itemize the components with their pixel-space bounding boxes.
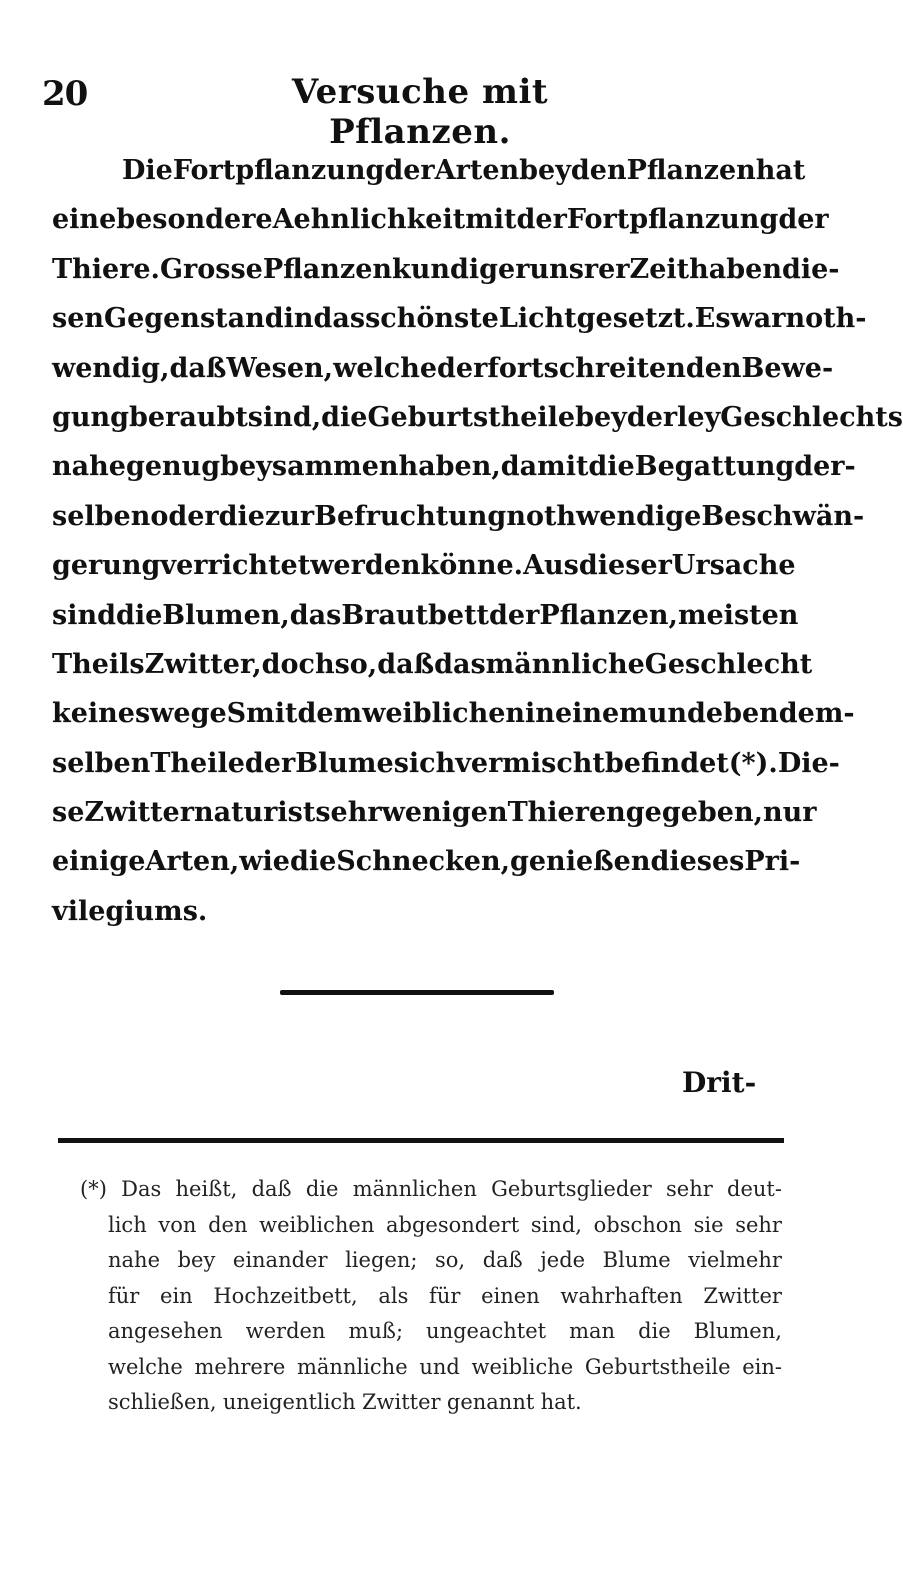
word: wahrhaften — [560, 1283, 683, 1308]
word: muß; — [348, 1319, 404, 1343]
word: als — [378, 1283, 409, 1308]
section-divider — [280, 990, 554, 995]
word: heißt, — [175, 1177, 238, 1201]
word: die — [638, 1319, 671, 1343]
running-head: Versuche mit Pflanzen. — [291, 72, 549, 152]
text-line — [52, 640, 813, 689]
word: bey — [177, 1248, 216, 1272]
text-line — [52, 887, 782, 936]
footnote-line — [80, 1385, 782, 1421]
word: mit — [246, 698, 298, 730]
word: die — [115, 599, 163, 631]
word: und — [419, 1354, 460, 1379]
word: Geschlecht — [644, 648, 813, 680]
footnote-rule — [58, 1138, 784, 1143]
word: beraubt — [129, 401, 248, 433]
word: Schnecken, — [336, 846, 510, 878]
word: zur — [264, 500, 315, 532]
word: die — [218, 500, 265, 532]
word: unsrer — [529, 253, 630, 285]
word: Pflanzenkundiger — [262, 253, 530, 285]
word: männlichen — [352, 1177, 477, 1201]
word: vielmehr — [688, 1248, 782, 1272]
word: Blumen, — [162, 599, 290, 631]
word: Brautbett — [341, 599, 490, 631]
text-line — [52, 294, 867, 343]
word: Grosse — [159, 253, 263, 285]
word: Zeit — [629, 253, 690, 285]
word: welche — [108, 1354, 183, 1379]
catchword: Drit- — [682, 1066, 757, 1099]
word: ein- — [742, 1354, 782, 1379]
footnote-block — [80, 1172, 782, 1421]
text-line — [52, 442, 856, 491]
word: sehr — [315, 797, 382, 829]
word: weiblichen — [362, 698, 526, 730]
word: einander — [232, 1248, 328, 1272]
word: genug — [125, 451, 221, 483]
word: keineswegeS — [52, 698, 247, 730]
word: bey — [519, 155, 571, 186]
word: sehr — [665, 1177, 713, 1201]
word: die — [289, 846, 337, 878]
word: daß — [251, 1177, 292, 1201]
word: die — [588, 451, 635, 483]
word: und — [647, 698, 706, 730]
word: war — [730, 303, 786, 335]
word: ist — [277, 797, 316, 829]
word: haben, — [398, 451, 501, 483]
word: daß — [169, 352, 227, 384]
word: jede — [540, 1248, 586, 1272]
text-line — [52, 541, 796, 590]
word: daß — [377, 648, 435, 680]
word: sie — [693, 1212, 724, 1237]
word: Begattung — [634, 451, 795, 483]
word: nahe — [108, 1248, 160, 1272]
word: welche — [333, 352, 438, 384]
word: Blume — [295, 747, 394, 779]
word: sich — [393, 747, 456, 779]
word: Aehnlichkeit — [272, 204, 466, 236]
word: lich — [108, 1212, 147, 1237]
word: Theils — [52, 648, 145, 680]
word: Zwitter — [703, 1283, 782, 1308]
word: angesehen — [108, 1319, 223, 1343]
footnote-line — [80, 1243, 782, 1279]
word: in — [525, 698, 555, 730]
word: selben — [52, 500, 151, 532]
word: sind, — [247, 401, 322, 433]
word: so, — [435, 1248, 466, 1272]
word: liegen; — [345, 1248, 418, 1272]
word: Hochzeitbett, — [213, 1283, 358, 1308]
word: Das — [121, 1177, 162, 1201]
word: einem — [554, 698, 648, 730]
word: ein — [160, 1283, 193, 1308]
word: Licht — [498, 303, 577, 335]
word: die — [305, 1177, 339, 1201]
footnote-line — [80, 1279, 782, 1315]
word: eben — [705, 698, 779, 730]
footnote-line — [80, 1172, 782, 1208]
word: den — [208, 1212, 248, 1237]
word: genießen — [510, 846, 651, 878]
word: abgesondert — [386, 1212, 520, 1237]
word: Zwitter — [361, 1390, 441, 1414]
word: sind — [52, 599, 116, 631]
word: Theile — [150, 747, 245, 779]
word: mehrere — [194, 1354, 286, 1379]
word: Fortpflanzung — [172, 155, 385, 186]
word: der- — [794, 451, 856, 483]
word: sind, — [530, 1212, 582, 1237]
footnote-line — [80, 1208, 782, 1244]
word: männliche — [297, 1354, 408, 1379]
word: so, — [334, 648, 378, 680]
word: gerung — [52, 550, 161, 582]
word: der — [778, 204, 829, 236]
word: werden — [245, 1319, 326, 1343]
word: Blumen, — [693, 1319, 782, 1343]
word: dem — [297, 698, 363, 730]
word: doch — [261, 648, 335, 680]
word: einige — [52, 846, 146, 878]
word: gesetzt. — [576, 303, 695, 335]
word: Es — [694, 303, 731, 335]
word: Beschwän- — [701, 500, 865, 532]
page-number: 20 — [42, 74, 88, 114]
text-line — [52, 739, 840, 788]
word: genannt — [446, 1390, 535, 1414]
word: schönste — [365, 303, 499, 335]
word: selben — [52, 747, 151, 779]
word: Gegenstand — [104, 303, 284, 335]
text-line — [52, 245, 840, 294]
word: noth- — [785, 303, 867, 335]
word: se — [52, 797, 85, 829]
word: Zwitternatur — [84, 797, 278, 829]
word: deut- — [727, 1177, 782, 1201]
word: beysammen — [220, 451, 399, 483]
word: (*). — [728, 747, 778, 779]
word: nothwendige — [506, 500, 702, 532]
word: daß — [482, 1248, 523, 1272]
word: das — [434, 648, 486, 680]
word: Geburtsglieder — [491, 1177, 652, 1201]
word: haben — [689, 253, 782, 285]
word: Fortpflanzung — [566, 204, 779, 236]
word: Ursache — [671, 550, 796, 582]
word: oder — [150, 500, 219, 532]
word: vilegiums. — [52, 895, 208, 927]
word: von — [158, 1212, 197, 1237]
word: Blume — [602, 1248, 671, 1272]
word: fortschreitenden — [487, 352, 742, 384]
word: mit — [465, 204, 517, 236]
word: obschon — [593, 1212, 682, 1237]
word: Die- — [777, 747, 840, 779]
footnote-line — [80, 1314, 782, 1350]
footnote-line — [80, 1350, 782, 1386]
word: der — [244, 747, 296, 779]
word: Pflanzen — [626, 155, 756, 186]
word: Geburtstheile — [367, 401, 576, 433]
word: dieses — [650, 846, 745, 878]
word: meisten — [677, 599, 799, 631]
word: verrichtet — [160, 550, 311, 582]
word: vermischt — [455, 747, 605, 779]
word: Thiere. — [52, 253, 160, 285]
word: ungeachtet — [426, 1319, 547, 1343]
text-line — [52, 837, 801, 886]
word: gegeben, — [625, 797, 763, 829]
word: die — [321, 401, 368, 433]
word: Arten — [434, 155, 520, 186]
word: einen — [481, 1283, 540, 1308]
word: Wesen, — [226, 352, 334, 384]
word: Pri- — [744, 846, 801, 878]
text-line — [52, 492, 865, 541]
word: dem- — [778, 698, 855, 730]
word: sehr — [735, 1212, 782, 1237]
word: für — [108, 1283, 140, 1308]
word: der — [384, 155, 435, 186]
text-line — [52, 591, 799, 640]
word: Befruchtung — [314, 500, 507, 532]
word: Aus — [523, 550, 579, 582]
word: sen — [52, 303, 105, 335]
word: hat. — [540, 1390, 582, 1414]
word: Bewe- — [741, 352, 834, 384]
word: damit — [500, 451, 589, 483]
word: der — [437, 352, 488, 384]
text-line — [52, 393, 903, 442]
word: Arten, — [145, 846, 240, 878]
text-line — [52, 344, 834, 393]
word: Geburtstheile — [584, 1354, 731, 1379]
word: wie — [239, 846, 290, 878]
word: Geschlechts — [720, 401, 903, 433]
word: gung — [52, 401, 130, 433]
word: für — [429, 1283, 461, 1308]
word: beyderley — [575, 401, 721, 433]
main-text-block — [52, 146, 903, 936]
word: hat — [755, 155, 806, 186]
text-line — [52, 195, 829, 244]
word: (*) — [80, 1177, 107, 1201]
word: den — [570, 155, 627, 186]
word: der — [489, 599, 540, 631]
word: nur — [762, 797, 817, 829]
word: Die — [122, 155, 173, 186]
word: männliche — [485, 648, 645, 680]
text-line — [52, 689, 855, 738]
word: dieser — [578, 550, 672, 582]
word: nahe — [52, 451, 126, 483]
word: wendig, — [52, 352, 170, 384]
word: weibliche — [471, 1354, 574, 1379]
word: das — [289, 599, 342, 631]
word: Zwitter, — [144, 648, 262, 680]
word: eine — [52, 204, 117, 236]
word: schließen, — [108, 1390, 217, 1414]
word: das — [313, 303, 366, 335]
word: in — [283, 303, 314, 335]
word: könne. — [420, 550, 524, 582]
word: Pflanzen, — [539, 599, 678, 631]
word: wenigen — [381, 797, 508, 829]
word: man — [569, 1319, 616, 1343]
word: werden — [310, 550, 421, 582]
word: Thieren — [507, 797, 626, 829]
text-line — [52, 788, 817, 837]
word: die- — [781, 253, 840, 285]
word: der — [516, 204, 567, 236]
word: besondere — [116, 204, 273, 236]
text-line — [52, 146, 806, 195]
word: befindet — [604, 747, 729, 779]
word: weiblichen — [259, 1212, 375, 1237]
word: uneigentlich — [222, 1390, 356, 1414]
